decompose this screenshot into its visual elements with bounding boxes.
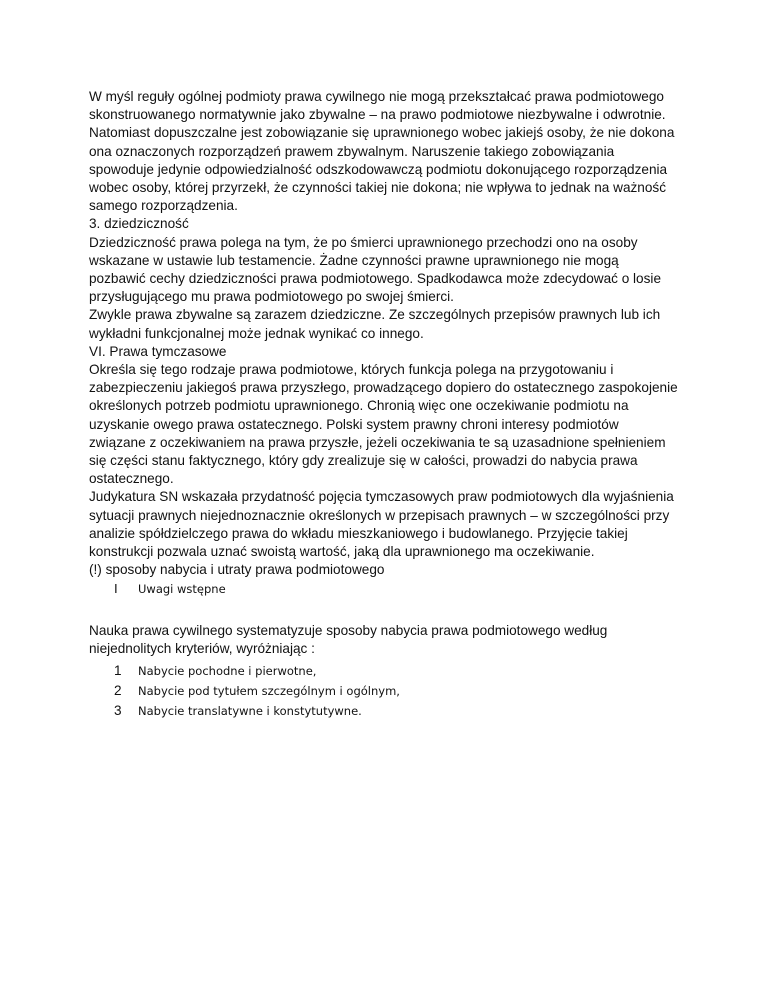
heading-inheritability: 3. dziedziczność (89, 216, 189, 232)
roman-list-item (89, 580, 679, 598)
numbered-list (89, 662, 679, 722)
roman-item-label: Uwagi wstępne (138, 582, 226, 597)
list-item (89, 702, 679, 722)
list-text: Nabycie pochodne i pierwotne, (138, 664, 317, 679)
list-number: 3 (114, 703, 122, 719)
paragraph-supreme-court: Judykatura SN wskazała przydatność pojęcia tymczasowych praw podmiotowych dla wyjaśnienia sytuacji prawnych niejednoznacznie określonych w przepisach prawnych – w szczególności przy analizie spółdzielczego prawa do wkładu mieszkaniowego i budowlanego. Przyjęcie takiej konstrukcji pozwala uznać swoistą wartość, jaką dla uprawnionego ma oczekiwanie. (89, 489, 674, 560)
list-item (89, 662, 679, 682)
paragraph-transferable-inheritable: Zwykle prawa zbywalne są zarazem dziedziczne. Ze szczególnych przepisów prawnych lub ich wykładni funkcjonalnej może jednak wynikać co innego. (89, 307, 661, 341)
roman-numeral: I (114, 581, 118, 597)
list-number: 1 (114, 663, 122, 679)
paragraph-transferability: W myśl reguły ogólnej podmioty prawa cywilnego nie mogą przekształcać prawa podmiotowego skonstruowanego normatywnie jako zbywalne – na prawo podmiotowe niezbywalne i odwrotnie. Natomiast dopuszczalne jest zobowiązanie się uprawnionego wobec jakiejś osoby, że nie dokona ona oznaczonych rozporządzeń prawem zbywalnym. Naruszenie takiego zobowiązania spowoduje jedynie odpowiedzialność odszkodowawczą podmiotu dokonującego rozporządzenia wobec osoby, której przyrzekł, że czynności takiej nie dokona; nie wpływa to jednak na ważność samego rozporządzenia. (89, 89, 675, 214)
paragraph-temporary-rights: Określa się tego rodzaje prawa podmiotowe, których funkcja polega na przygotowaniu i zabezpieczeniu jakiegoś prawa przyszłego, prowadzącego dopiero do ostatecznego zaspokojenie określonych potrzeb podmiotu uprawnionego. Chronią więc one oczekiwanie podmiotu na uzyskanie owego prawa ostatecznego. Polski system prawny chroni interesy podmiotów związane z oczekiwaniem na prawa przyszłe, jeżeli oczekiwania te są uzasadnione spełnieniem się części stanu faktycznego, który gdy zrealizuje się w całości, prowadzi do nabycia prawa ostatecznego. (89, 362, 678, 487)
paragraph-inheritability: Dziedziczność prawa polega na tym, że po śmierci uprawnionego przechodzi ono na osoby wskazane w ustawie lub testamencie. Żadne czynności prawne uprawnionego nie mogą pozbawić cechy dziedziczności prawa podmiotowego. Spadkodawca może zdecydować o losie przysługującego mu prawa podmiotowego po swojej śmierci. (89, 234, 661, 305)
list-item (89, 682, 679, 702)
heading-acquisition-methods: (!) sposoby nabycia i utraty prawa podmiotowego (89, 562, 385, 578)
heading-temporary-rights: VI. Prawa tymczasowe (89, 343, 227, 359)
document-body (89, 88, 679, 722)
spacer (89, 599, 679, 622)
list-number: 2 (114, 683, 122, 699)
paragraph-intro: Nauka prawa cywilnego systematyzuje sposoby nabycia prawa podmiotowego według niejednolitych kryteriów, wyróżniając : (89, 622, 608, 656)
list-text: Nabycie pod tytułem szczególnym i ogólnym, (138, 684, 400, 699)
list-text: Nabycie translatywne i konstytutywne. (138, 704, 362, 719)
